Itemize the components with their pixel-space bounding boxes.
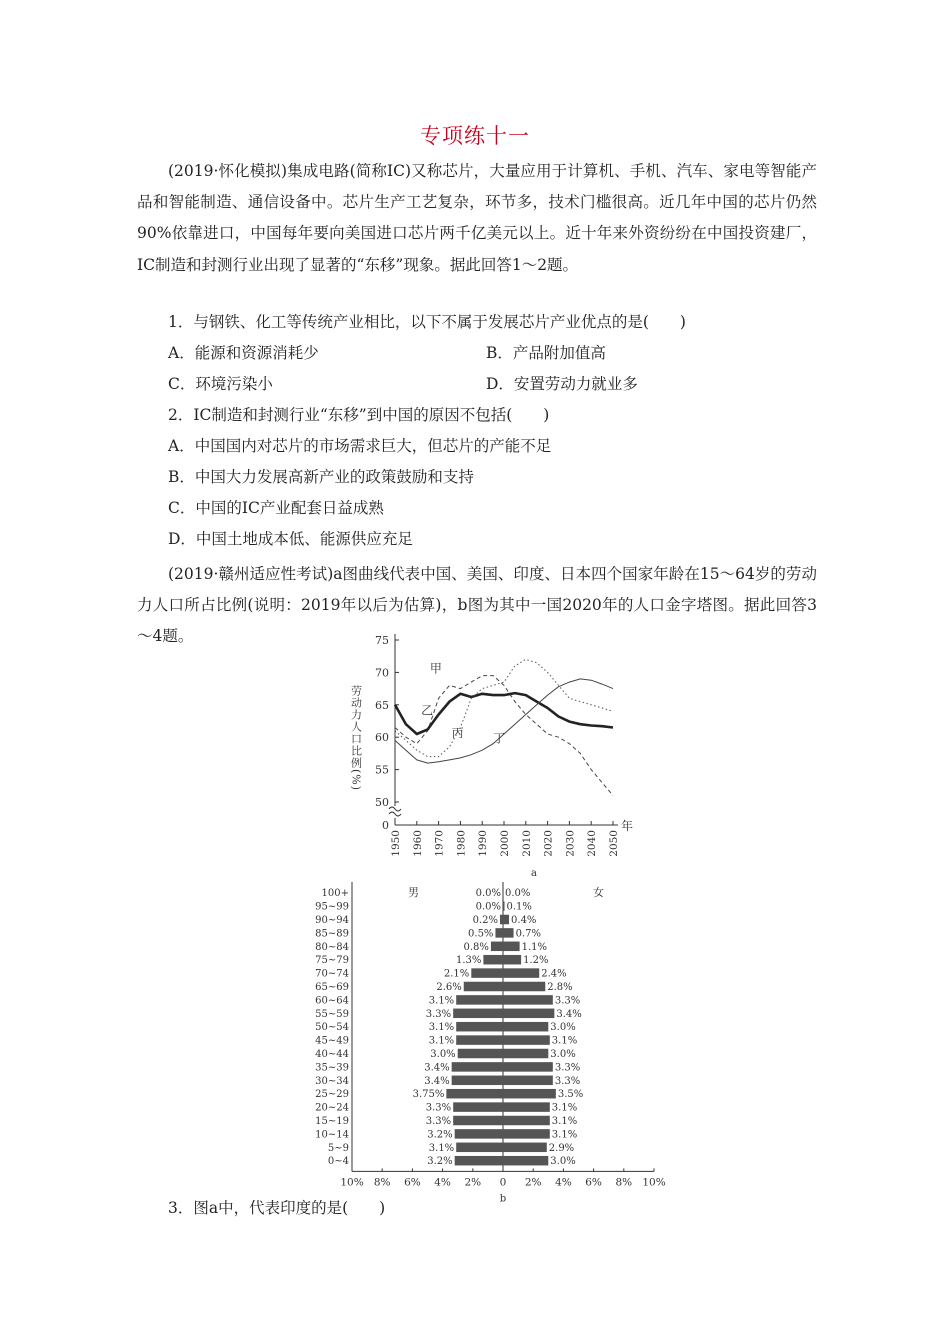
bar-male [452, 1076, 503, 1086]
bar-female [503, 942, 520, 952]
bar-female [503, 1009, 554, 1019]
bar-female [503, 1143, 547, 1153]
page-title: 专项练十一 [420, 124, 530, 148]
x-tick-label: 1960 [411, 830, 424, 857]
bar-female [503, 1076, 553, 1086]
question-1-option-c: C．环境污染小 [168, 375, 273, 393]
x-tick-label: 2010 [520, 830, 533, 857]
bar-male [456, 1022, 503, 1031]
bar-male [491, 942, 503, 952]
y-axis-label: 劳动力人口比例(%) [349, 685, 363, 792]
question-1-stem: 1．与钢铁、化工等传统产业相比，以下不属于发展芯片产业优点的是( ) [168, 313, 686, 331]
question-3-stem: 3．图a中，代表印度的是( ) [168, 1199, 386, 1217]
bar-male [455, 1129, 503, 1139]
age-group-label: 100+ [321, 888, 349, 900]
bar-female-label: 0.4% [511, 915, 537, 926]
pyramid-x-tick-label: 10% [642, 1176, 666, 1189]
pyramid-x-tick-label: 2% [464, 1176, 482, 1189]
bar-male [500, 915, 503, 925]
question-1-option-b: B．产品附加值高 [486, 344, 606, 362]
bar-male-label: 0.0% [475, 901, 501, 913]
series-label: 甲 [429, 661, 442, 676]
bar-female-label: 3.1% [551, 1129, 578, 1141]
bar-female [503, 1035, 550, 1045]
bar-male-label: 3.2% [427, 1156, 453, 1168]
bar-female [503, 1062, 553, 1072]
bar-male [455, 1156, 503, 1166]
bar-female [503, 1049, 548, 1059]
age-group-label: 55~59 [315, 1008, 349, 1020]
x-axis-label: 年 [621, 819, 634, 833]
y-tick-label: 60 [375, 731, 389, 745]
intro-paragraph-2: (2019·赣州适应性考试)a图曲线代表中国、美国、印度、日本四个国家年龄在15～64岁的劳动力人口所占比例(说明：2019年以后为估算)，b图为其中一国2020年的人口金字塔图。据此回答3～4题。 [137, 565, 817, 646]
bar-male-label: 0.0% [475, 888, 501, 900]
bar-male-label: 2.1% [443, 968, 470, 980]
bar-female [503, 901, 505, 911]
x-tick-label: 2050 [608, 830, 620, 857]
bar-female [503, 1156, 548, 1166]
bar-male-label: 3.3% [425, 1102, 452, 1114]
question-2-option-b: B．中国大力发展高新产业的政策鼓励和支持 [168, 468, 474, 486]
bar-female-label: 0.0% [505, 888, 531, 900]
bar-male [453, 1102, 503, 1112]
bar-female-label: 3.0% [550, 1049, 576, 1060]
age-group-label: 15~19 [315, 1116, 349, 1127]
bar-female [503, 1022, 548, 1031]
age-group-label: 45~49 [315, 1035, 349, 1047]
bar-male-label: 3.4% [424, 1062, 450, 1074]
x-tick-label: 1980 [455, 830, 468, 857]
age-group-label: 85~89 [315, 928, 349, 940]
bar-female [503, 928, 514, 938]
bar-female-label: 0.7% [515, 928, 541, 940]
age-group-label: 0~4 [327, 1156, 349, 1168]
bar-female-label: 3.4% [556, 1008, 582, 1020]
bar-female [503, 955, 521, 965]
bar-female [503, 1129, 550, 1139]
chart-b-population-pyramid [310, 876, 680, 1205]
question-2-option-a: A．中国国内对芯片的市场需求巨大，但芯片的产能不足 [168, 437, 552, 455]
question-1-option-d: D．安置劳动力就业多 [486, 375, 638, 393]
bar-female-label: 1.2% [523, 955, 549, 967]
question-1-option-a: A．能源和资源消耗少 [168, 344, 319, 362]
bar-male [452, 1062, 503, 1072]
series-label: 丁 [493, 731, 506, 746]
bar-male-label: 3.4% [424, 1075, 450, 1087]
x-tick-label: 1950 [390, 830, 402, 857]
age-group-label: 90~94 [315, 915, 349, 926]
bar-female-label: 0.1% [506, 901, 532, 913]
age-group-label: 25~29 [315, 1089, 349, 1101]
age-group-label: 5~9 [327, 1142, 349, 1154]
chart-a-labor-ratio [340, 630, 640, 880]
bar-female-label: 3.1% [551, 1116, 578, 1127]
bar-male [456, 995, 503, 1005]
question-2-stem: 2．IC制造和封测行业“东移”到中国的原因不包括( ) [168, 406, 550, 424]
x-tick-label: 1970 [433, 830, 446, 857]
y-tick-label: 50 [375, 796, 389, 809]
age-group-label: 40~44 [315, 1049, 349, 1060]
bar-male-label: 0.5% [468, 928, 494, 940]
bar-male-label: 3.1% [428, 995, 455, 1007]
bar-female-label: 3.3% [554, 1062, 581, 1074]
bar-male-label: 3.3% [425, 1116, 452, 1127]
bar-female-label: 3.1% [551, 1102, 578, 1114]
bar-female [503, 982, 545, 992]
age-group-label: 75~79 [315, 955, 349, 967]
bar-female [503, 1089, 556, 1099]
bar-male-label: 0.2% [472, 915, 498, 926]
x-tick-label: 2030 [564, 830, 577, 857]
pyramid-x-tick-label: 6% [585, 1176, 602, 1189]
bar-female [503, 1102, 550, 1112]
y-tick-label: 75 [375, 634, 389, 647]
pyramid-x-tick-label: 10% [340, 1176, 364, 1189]
bar-male-label: 3.3% [425, 1008, 452, 1020]
age-group-label: 10~14 [315, 1129, 349, 1141]
bar-female [503, 915, 509, 925]
bar-male-label: 3.1% [428, 1035, 455, 1047]
bar-male [446, 1089, 503, 1099]
pyramid-x-tick-label: 8% [615, 1176, 633, 1189]
bar-male-label: 3.75% [412, 1089, 445, 1101]
bar-female [503, 968, 539, 978]
bar-female-label: 2.8% [547, 982, 573, 993]
bar-male [495, 928, 503, 938]
pyramid-x-tick-label: 6% [404, 1176, 421, 1189]
y-tick-label: 70 [375, 666, 389, 680]
age-group-label: 60~64 [315, 995, 349, 1007]
bar-male-label: 3.1% [428, 1022, 455, 1034]
age-group-label: 95~99 [315, 901, 349, 913]
pyramid-x-tick-label: 2% [524, 1176, 542, 1189]
question-2-option-d: D．中国土地成本低、能源供应充足 [168, 530, 413, 548]
age-group-label: 65~69 [315, 982, 349, 993]
bar-male [456, 1035, 503, 1045]
bar-male-label: 1.3% [455, 955, 482, 967]
age-group-label: 50~54 [315, 1022, 349, 1034]
age-group-label: 80~84 [315, 941, 349, 953]
series-line-丁 [395, 679, 613, 763]
pyramid-x-tick-label: 4% [555, 1176, 572, 1189]
bar-female-label: 3.1% [551, 1035, 578, 1047]
axis-break-icon [389, 807, 401, 816]
series-label: 丙 [451, 726, 464, 741]
y-tick-label: 65 [375, 698, 389, 712]
bar-male-label: 3.2% [427, 1129, 453, 1141]
bar-female-label: 3.3% [554, 995, 581, 1007]
x-tick-label: 2040 [586, 830, 599, 857]
bar-female-label: 3.0% [550, 1156, 576, 1168]
bar-female-label: 3.0% [550, 1022, 576, 1034]
bar-female [503, 1116, 550, 1126]
bar-male-label: 3.1% [428, 1142, 455, 1154]
pyramid-right-label: 女 [593, 886, 604, 899]
bar-female-label: 3.3% [554, 1075, 581, 1087]
pyramid-x-tick-label: 4% [434, 1176, 451, 1189]
age-group-label: 30~34 [315, 1075, 349, 1087]
bar-male [453, 1116, 503, 1126]
x-tick-label: 1990 [477, 830, 490, 857]
bar-female-label: 2.9% [548, 1142, 575, 1154]
question-2-option-c: C．中国的IC产业配套日益成熟 [168, 499, 384, 517]
pyramid-x-tick-label: 0 [499, 1176, 507, 1189]
pyramid-left-label: 男 [408, 886, 419, 899]
chart-a-caption: a [531, 868, 537, 879]
bar-female-label: 2.4% [541, 968, 567, 980]
bar-male [471, 968, 503, 978]
x-tick-label: 2000 [499, 830, 511, 857]
y-tick-label: 0 [382, 819, 389, 832]
series-label: 乙 [421, 703, 434, 718]
age-group-label: 70~74 [315, 968, 349, 980]
bar-male [483, 955, 503, 965]
age-group-label: 20~24 [315, 1102, 349, 1114]
bar-male [453, 1009, 503, 1019]
intro-paragraph-1: (2019·怀化模拟)集成电路(简称IC)又称芯片，大量应用于计算机、手机、汽车、家电等智能产品和智能制造、通信设备中。芯片生产工艺复杂，环节多，技术门槛很高。近几年中国的芯片仍然90%依靠进口，中国每年要向美国进口芯片两千亿美元以上。近十年来外资纷纷在中国投资建厂，IC制造和封测行业出现了显著的“东移”现象。据此回答1～2题。 [137, 162, 817, 274]
x-tick-label: 2020 [542, 830, 555, 857]
bar-male-label: 3.0% [430, 1049, 456, 1060]
bar-female-label: 1.1% [521, 941, 548, 953]
bar-male [456, 1143, 503, 1153]
bar-male [464, 982, 503, 992]
chart-b-caption: b [499, 1193, 507, 1205]
age-group-label: 35~39 [315, 1062, 349, 1074]
bar-female [503, 995, 553, 1005]
y-tick-label: 55 [375, 763, 389, 777]
bar-male-label: 2.6% [436, 982, 462, 993]
pyramid-x-tick-label: 8% [373, 1176, 391, 1189]
bar-male [458, 1049, 503, 1059]
bar-male-label: 0.8% [463, 941, 489, 953]
bar-female-label: 3.5% [557, 1089, 584, 1101]
